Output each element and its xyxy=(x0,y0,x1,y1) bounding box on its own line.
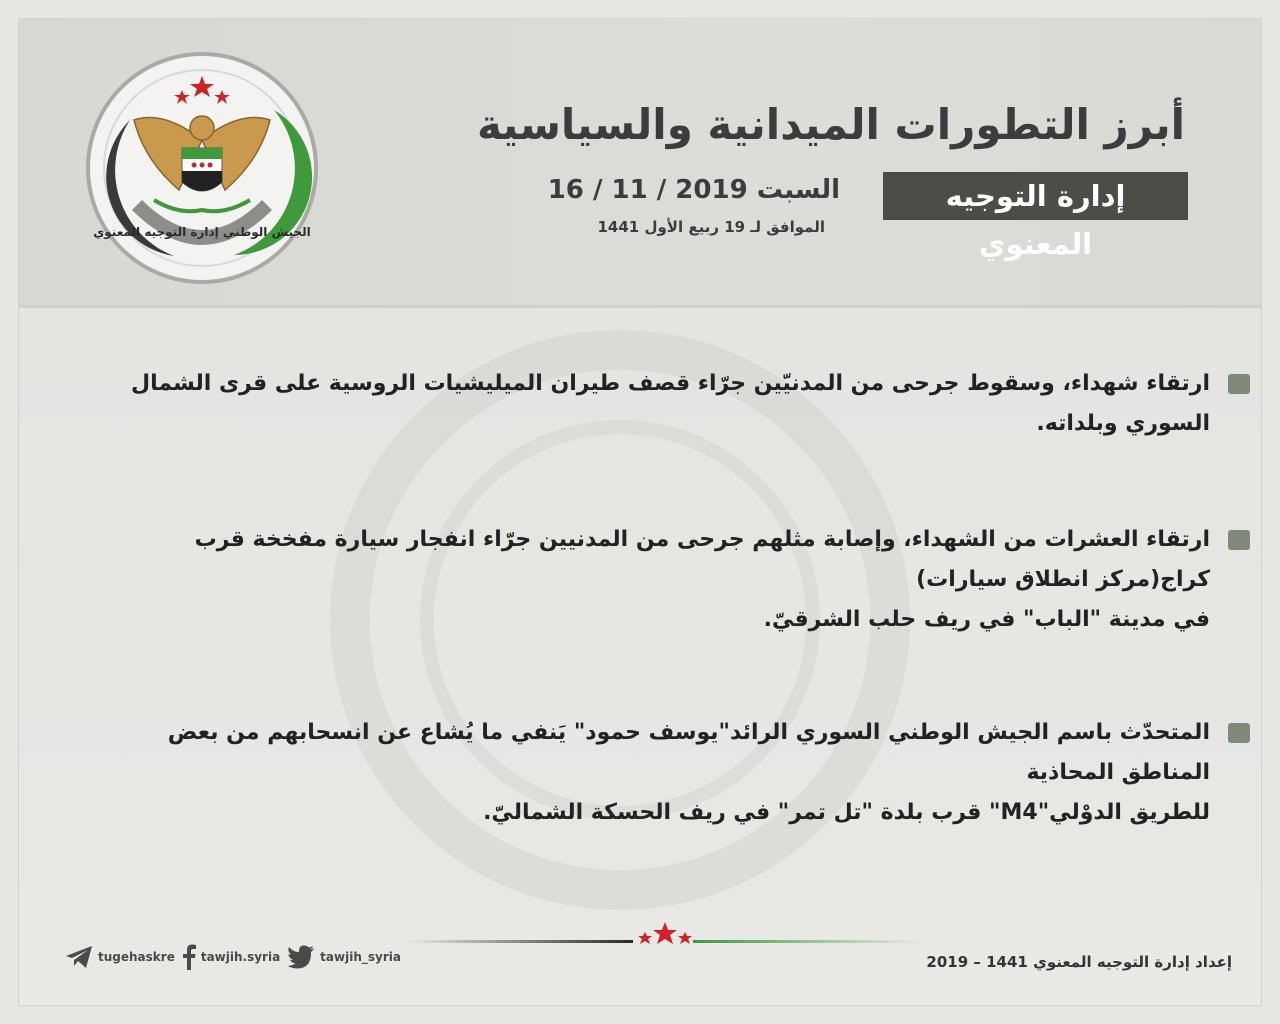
news-item-3-line-2: للطريق الدوْلي"M4" قرب بلدة "تل تمر" في ريف الحسكة الشماليّ. xyxy=(483,800,1210,825)
bullet-marker xyxy=(1228,374,1250,394)
footer-stars-icon xyxy=(635,920,695,948)
hijri-date-line: الموافق لـ 19 ربيع الأول 1441 xyxy=(597,218,825,236)
page-title: أبرز التطورات الميدانية والسياسية xyxy=(476,100,1185,149)
news-item-2-line-1: ارتقاء العشرات من الشهداء، وإصابة مثلهم جرحى من المدنيين جرّاء انفجار سيارة مفخخة قرب كراج(مركز انطلاق سيارات) xyxy=(194,527,1210,592)
twitter-handle: tawjih_syria xyxy=(320,950,401,964)
telegram-link[interactable] xyxy=(64,944,175,970)
news-item-1-line-1: ارتقاء شهداء، وسقوط جرحى من المدنيّين جرّاء قصف طيران الميليشيات الروسية على قرى الشمال السوري وبلداته. xyxy=(131,371,1210,436)
footer-credit: إعداد إدارة التوجيه المعنوي 1441 – 2019 xyxy=(926,953,1232,971)
news-item-1 xyxy=(100,364,1250,444)
telegram-icon xyxy=(64,944,94,970)
facebook-link[interactable] xyxy=(181,944,280,970)
twitter-icon xyxy=(286,944,316,970)
news-item-3-line-1: المتحدّث باسم الجيش الوطني السوري الرائد"يوسف حمود" يَنفي ما يُشاع عن انسحابهم من بعض المناطق المحاذية xyxy=(167,720,1210,785)
news-item-2 xyxy=(100,520,1250,640)
news-item-2-line-2: في مدينة "الباب" في ريف حلب الشرقيّ. xyxy=(763,607,1210,632)
logo-text: الجيش الوطني إدارة التوجيه المعنوي xyxy=(93,225,311,239)
social-links xyxy=(64,943,401,971)
facebook-icon xyxy=(181,944,197,970)
bullet-marker xyxy=(1228,723,1250,743)
telegram-handle: tugehaskre xyxy=(98,950,175,964)
news-item-3 xyxy=(100,713,1250,833)
date-line: السبت 2019 / 11 / 16 xyxy=(547,175,840,205)
twitter-link[interactable] xyxy=(286,944,401,970)
army-logo xyxy=(84,50,320,286)
department-badge: إدارة التوجيه المعنوي xyxy=(883,172,1188,220)
facebook-handle: tawjih.syria xyxy=(200,950,281,964)
bullet-marker xyxy=(1228,530,1250,550)
